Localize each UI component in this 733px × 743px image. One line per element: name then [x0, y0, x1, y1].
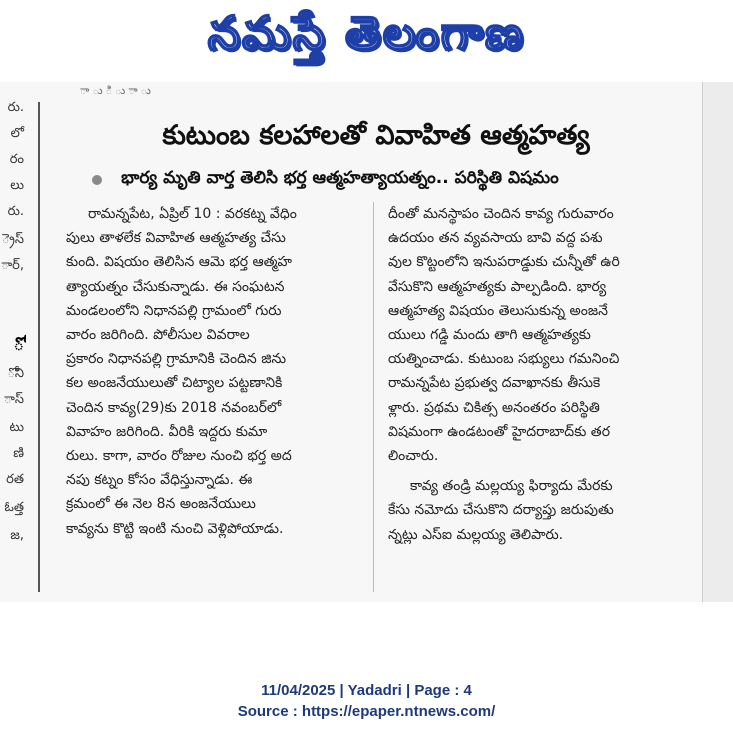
fragment-text: ోని: [7, 366, 24, 381]
article-line: కల అంజనేయులుతో చిట్యాల పట్టణానికి: [66, 375, 283, 392]
article-headline: కుటుంబ కలహాలతో వివాహిత ఆత్మహత్య: [162, 120, 590, 151]
article-line: వుల కొట్టంలోని ఇనుపరాడ్డుకు చున్నీతో ఉరి: [388, 254, 620, 271]
footer-meta: 11/04/2025 | Yadadri | Page : 4: [261, 682, 472, 699]
article-line: నపు కట్నం కోసం వేధిస్తున్నాడు. ఈ: [66, 472, 253, 489]
article-line: వివాహం జరిగింది. వీరికి ఇద్దరు కుమా: [66, 423, 268, 440]
subheadline-row: [92, 168, 712, 194]
column-divider: [38, 102, 40, 592]
news-clipping: [0, 82, 733, 602]
article-line: యులు గడ్డి మందు తాగి ఆత్మహత్యకు: [388, 327, 591, 344]
article-line: ప్రకారం నిధానపల్లి గ్రామానికి చెందిన జిను: [66, 351, 287, 368]
footer: [0, 680, 733, 722]
article-line: చెందిన కావ్య(29)కు 2018 నవంబర్‌లో: [66, 399, 282, 416]
fragment-text: రు.: [7, 100, 24, 115]
cut-off-text-remnant: ా ు ి ు ా ు: [80, 84, 151, 97]
fragment-text: ణి: [13, 446, 24, 461]
fragment-text: ార్,: [1, 258, 24, 273]
article-column-left: [66, 202, 356, 592]
fragment-text: ో: [13, 334, 24, 355]
article-subheadline: భార్య మృతి వార్త తెలిసి భర్త ఆత్మహత్యాయత్నం.. పరిస్థితి విషమం: [121, 168, 559, 188]
article-line: వేసుకొని ఆత్మహత్యకు పాల్పడింది. భార్య: [388, 278, 607, 295]
article-line: క్రమంలో ఈ నెల 8న అంజనేయులు: [66, 496, 256, 513]
adjacent-column-fragment: [0, 82, 26, 602]
fragment-text: రత: [6, 472, 24, 487]
article-line: రామన్నపేట, ఏప్రిల్ 10 : వరకట్న వేధిం: [88, 206, 297, 222]
article-line: త్యాయత్నం చేసుకున్నాడు. ఈ సంఘటన: [66, 278, 285, 295]
column-separator: [373, 202, 374, 592]
article-line: కుంది. విషయం తెలిసిన ఆమె భర్త ఆత్మహ: [66, 254, 292, 271]
article-line: ఉదయం తన వ్యవసాయ బావి వద్ద పశు: [388, 230, 603, 247]
article-line: కావ్యను కొట్టి ఇంటి నుంచి వెళ్లిపోయాడు.: [66, 520, 284, 537]
fragment-text: ాస్: [3, 392, 24, 407]
article-line: మండలంలోని నిధానపల్లి గ్రామంలో గురు: [66, 302, 282, 319]
article-line: కావ్య తండ్రి మల్లయ్య ఫిర్యాదు మేరకు: [410, 478, 613, 495]
article-line: న్నట్లు ఎస్ఐ మల్లయ్య తెలిపారు.: [388, 526, 564, 543]
article-line: పులు తాళలేక వివాహిత ఆత్మహత్య చేసు: [66, 230, 286, 247]
fragment-text: రు.: [7, 204, 24, 219]
fragment-text: లు: [10, 178, 24, 193]
article-line: కేసు నమోదు చేసుకొని దర్యాప్తు జరుపుతు: [388, 502, 614, 519]
right-margin-strip: [702, 82, 733, 602]
masthead: [0, 0, 733, 82]
newspaper-logo: నమస్తే తెలంగాణ: [207, 6, 526, 60]
article-line: విషమంగా ఉండటంతో హైదరాబాద్‌కు తర: [388, 423, 610, 440]
article-line: రులు. కాగా, వారం రోజుల నుంచి భర్త అద: [66, 448, 292, 465]
article-line: రామన్నపేట ప్రభుత్వ దవాఖానకు తీసుకె: [388, 375, 601, 392]
bullet-icon: [92, 175, 102, 185]
article-line: యత్నించాడు. కుటుంబ సభ్యులు గమనించి: [388, 351, 620, 368]
article-line: వారం జరిగింది. పోలీసుల వివరాల: [66, 327, 250, 344]
article-line: ళ్లారు. ప్రథమ చికిత్స అనంతరం పరిస్థితి: [388, 399, 600, 416]
article-column-right: [388, 202, 678, 592]
fragment-text: టు: [9, 420, 24, 435]
fragment-text: రం: [9, 152, 24, 167]
fragment-text: ్రెస్: [1, 232, 24, 247]
article-line: లించారు.: [388, 448, 439, 465]
article-line: దీంతో మనస్థాపం చెందిన కావ్య గురువారం: [388, 206, 614, 222]
fragment-text: లో: [10, 126, 24, 141]
footer-source: Source : https://epaper.ntnews.com/: [237, 703, 496, 720]
fragment-text: ఓత్త: [4, 500, 24, 515]
article-line: ఆత్మహత్య విషయం తెలుసుకున్న అంజనే: [388, 302, 608, 319]
fragment-text: జ,: [10, 528, 24, 543]
